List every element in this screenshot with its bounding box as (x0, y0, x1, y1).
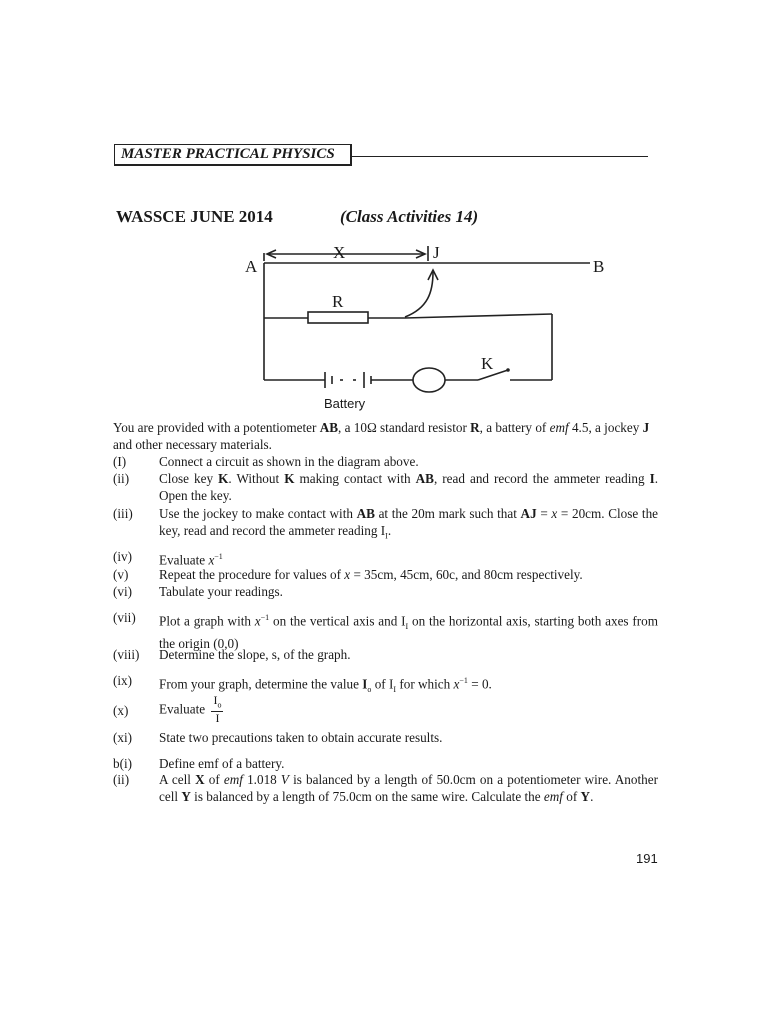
list-item: (x) Evaluate $\frac{I_o}{I}$ (113, 693, 222, 726)
label-a: A (245, 257, 258, 276)
intro-paragraph: You are provided with a potentiometer AB, a 10Ω standard resistor R, a battery of emf 4.5, a jockey J and other necessary materials. (113, 420, 650, 452)
exam-title: WASSCE JUNE 2014 (116, 207, 273, 226)
label-j: J (433, 243, 440, 262)
ammeter (413, 368, 445, 392)
resistor-r (308, 312, 368, 323)
label-x: X (333, 243, 346, 262)
circuit-diagram (0, 0, 768, 420)
wire-resistor-right (405, 314, 552, 318)
label-r: R (332, 292, 344, 311)
fraction-io-over-i: $\frac{I_o}{I}$ (213, 693, 222, 726)
running-title-text: MASTER PRACTICAL PHYSICS (121, 146, 335, 162)
label-b: B (593, 257, 605, 276)
activity-title: (Class Activities 14) (340, 207, 479, 226)
label-battery: Battery (324, 396, 366, 411)
label-k: K (481, 354, 494, 373)
page-number: 191 (636, 851, 658, 866)
